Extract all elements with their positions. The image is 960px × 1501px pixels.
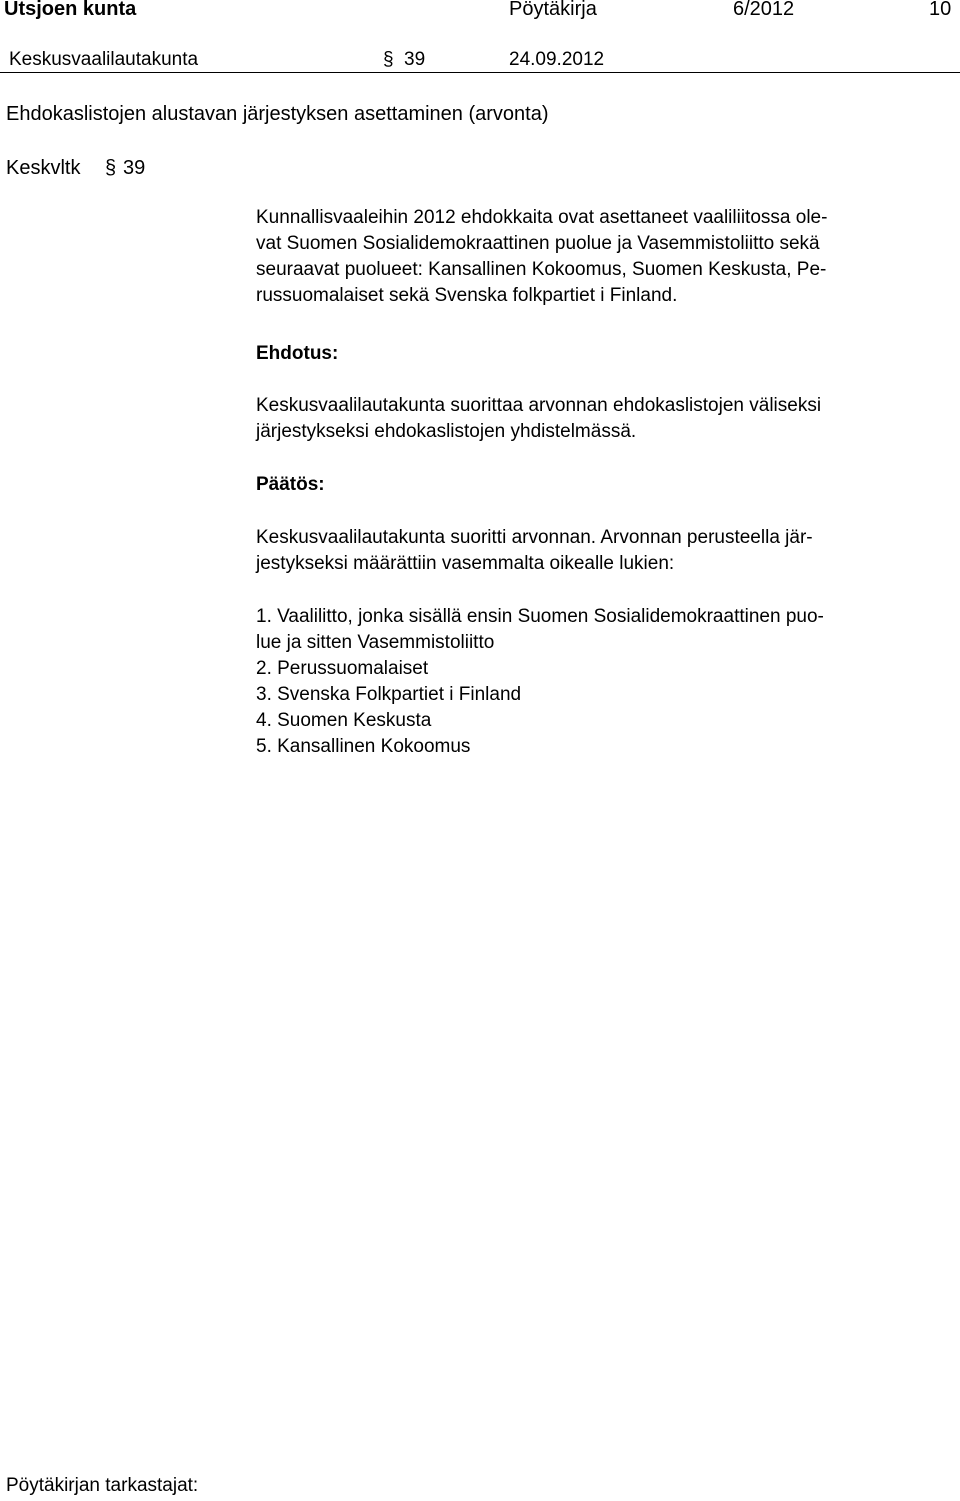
list-item: 3. Svenska Folkpartiet i Finland [256, 684, 522, 705]
list-item: lue ja sitten Vasemmistoliitto [256, 632, 495, 653]
list-item: 4. Suomen Keskusta [256, 710, 432, 731]
decision-heading: Päätös: [256, 474, 325, 495]
decision-line: Keskusvaalilautakunta suoritti arvonnan. Arvonnan perusteella jär- [256, 527, 813, 548]
reviewers-label: Pöytäkirjan tarkastajat: [6, 1475, 199, 1496]
document-number: 6/2012 [733, 0, 795, 20]
decision-paragraph [256, 525, 956, 577]
document-type: Pöytäkirja [509, 0, 597, 20]
intro-line: russuomalaiset sekä Svenska folkpartiet i Finland. [256, 285, 678, 306]
decision-order-list [256, 604, 956, 760]
proposal-paragraph [256, 393, 956, 445]
municipality-name: Utsjoen kunta [4, 0, 137, 20]
intro-paragraph [256, 205, 956, 309]
list-item: 5. Kansallinen Kokoomus [256, 736, 471, 757]
intro-line: vat Suomen Sosialidemokraattinen puolue ja Vasemmistoliitto sekä [256, 233, 820, 254]
page-title: Ehdokaslistojen alustavan järjestyksen asettaminen (arvonta) [6, 103, 549, 125]
reference-section-number: 39 [123, 157, 146, 179]
reference-section-symbol: § [105, 157, 117, 179]
reference-body: Keskvltk [6, 157, 81, 179]
list-item: 2. Perussuomalaiset [256, 658, 429, 679]
decision-line: jestykseksi määrättiin vasemmalta oikealle lukien: [256, 553, 675, 574]
meeting-date: 24.09.2012 [509, 49, 605, 70]
intro-line: Kunnallisvaaleihin 2012 ehdokkaita ovat asettaneet vaaliliitossa ole- [256, 207, 828, 228]
proposal-heading: Ehdotus: [256, 343, 339, 364]
section-number: 39 [404, 49, 426, 70]
header-divider [0, 72, 960, 73]
intro-line: seuraavat puolueet: Kansallinen Kokoomus, Suomen Keskusta, Pe- [256, 259, 827, 280]
section-symbol: § [383, 49, 394, 70]
committee-name: Keskusvaalilautakunta [9, 49, 199, 70]
proposal-line: järjestykseksi ehdokaslistojen yhdistelmässä. [256, 421, 637, 442]
page-number: 10 [929, 0, 952, 20]
list-item: 1. Vaalilitto, jonka sisällä ensin Suomen Sosialidemokraattinen puo- [256, 606, 824, 627]
proposal-line: Keskusvaalilautakunta suorittaa arvonnan ehdokaslistojen väliseksi [256, 395, 822, 416]
